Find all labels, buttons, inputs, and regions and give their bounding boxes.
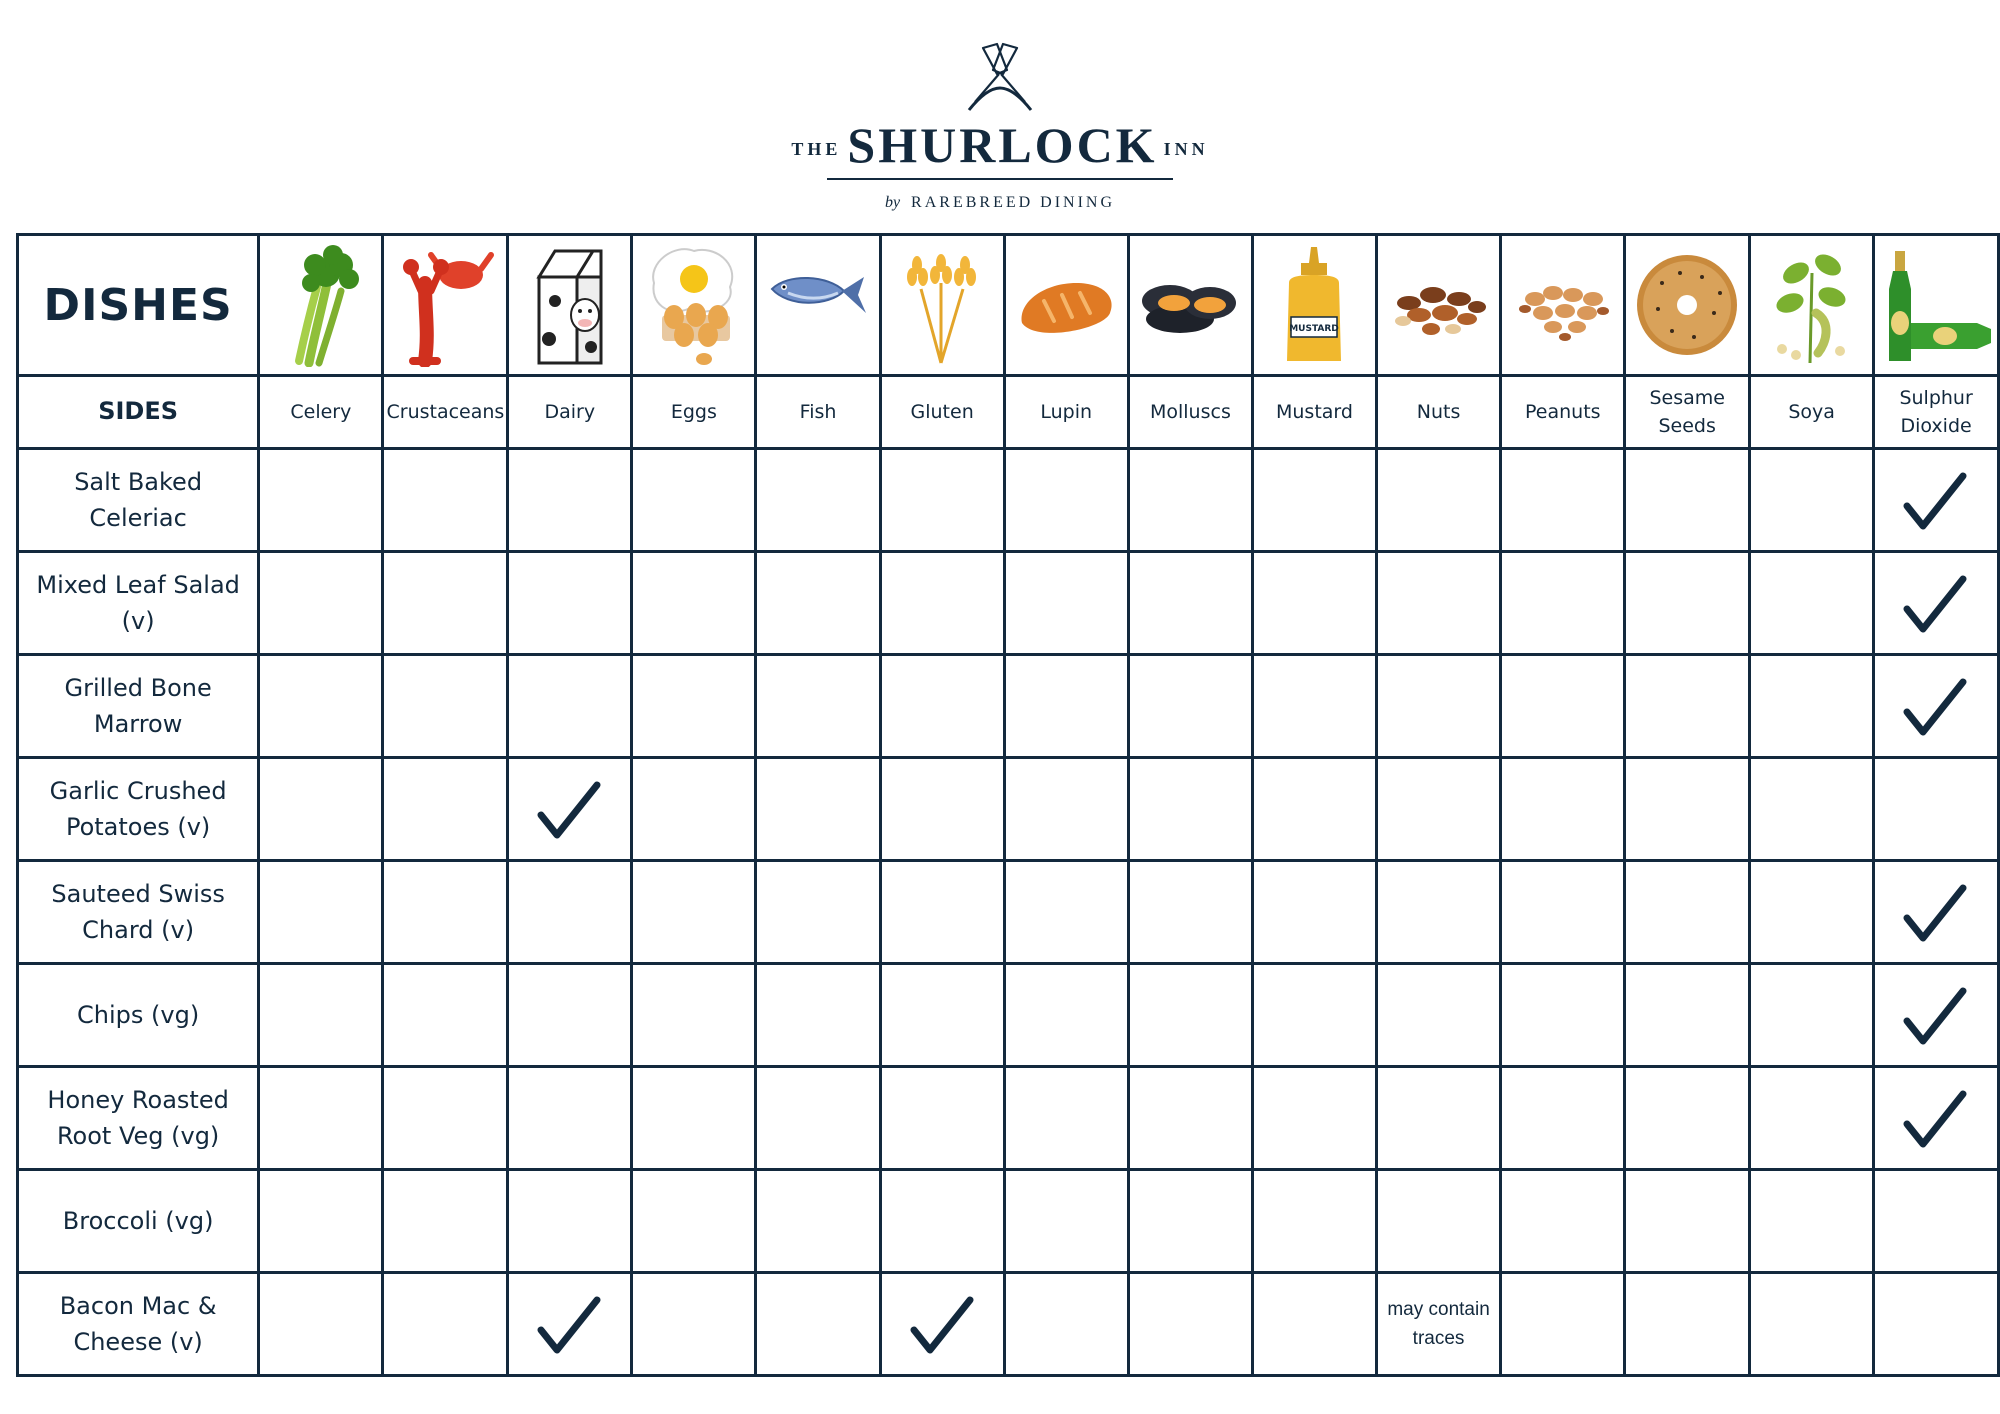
- allergen-cell: [1501, 1067, 1625, 1170]
- allergen-cell: [632, 449, 756, 552]
- allergen-icon-cell: [1749, 235, 1873, 376]
- allergen-cell: [880, 655, 1004, 758]
- allergen-label: Lupin: [1040, 401, 1093, 423]
- celery-icon: [260, 243, 381, 367]
- check-mark-icon: [1903, 985, 1967, 1049]
- allergen-cell: [880, 758, 1004, 861]
- allergen-cell: [632, 1273, 756, 1376]
- allergen-cell: [508, 655, 632, 758]
- allergen-label: Crustaceans: [386, 401, 505, 423]
- allergen-cell: [259, 758, 383, 861]
- allergen-icon-cell: [1625, 235, 1750, 376]
- allergen-label: Fish: [799, 401, 837, 423]
- dish-name: [19, 876, 257, 948]
- allergen-cell: [1749, 655, 1873, 758]
- allergen-cell: [1004, 758, 1128, 861]
- dish-row: [18, 1067, 1999, 1170]
- allergen-name-cell: [383, 376, 508, 449]
- allergen-cell: [1376, 964, 1500, 1067]
- dish-name-cell: [18, 964, 259, 1067]
- allergen-cell: [1376, 861, 1500, 964]
- check-mark-icon: [1903, 676, 1967, 740]
- dish-row: [18, 1170, 1999, 1273]
- dish-name-line: Broccoli (vg): [62, 1207, 214, 1235]
- allergen-icon-cell: [1874, 235, 1999, 376]
- allergen-cell: [508, 861, 632, 964]
- allergen-cell: [1625, 655, 1750, 758]
- allergen-cell: [1501, 964, 1625, 1067]
- allergen-cell: [259, 1273, 383, 1376]
- allergen-icon-cell: [508, 235, 632, 376]
- allergen-cell: [1128, 861, 1252, 964]
- allergen-cell: [632, 1067, 756, 1170]
- allergen-label: Nuts: [1416, 401, 1461, 423]
- allergen-icon-cell: [1501, 235, 1625, 376]
- allergen-label: Molluscs: [1149, 401, 1231, 423]
- allergen-cell: [1874, 552, 1999, 655]
- allergen-cell: [383, 861, 508, 964]
- allergen-cell: [756, 552, 880, 655]
- dish-name-line: Bacon Mac &: [59, 1292, 217, 1320]
- peanuts-icon: [1502, 243, 1623, 367]
- trace-note: [1378, 1295, 1499, 1353]
- allergen-icon-cell: [1128, 235, 1252, 376]
- logo: [0, 40, 2000, 212]
- allergen-cell: [383, 1067, 508, 1170]
- dish-name-cell: [18, 552, 259, 655]
- allergen-icon-cell: [383, 235, 508, 376]
- bread-icon: [1006, 243, 1127, 367]
- allergen-cell: [1376, 655, 1500, 758]
- allergen-cell: [1501, 449, 1625, 552]
- allergen-cell: [756, 1067, 880, 1170]
- allergen-name-cell: [259, 376, 383, 449]
- allergen-name-cell: [1874, 376, 1999, 449]
- wheat-icon: [882, 243, 1003, 367]
- dish-name: [19, 1203, 257, 1239]
- allergen-cell: [756, 655, 880, 758]
- allergen-cell: [1501, 1170, 1625, 1273]
- allergen-cell: [1749, 1170, 1873, 1273]
- dish-row: [18, 758, 1999, 861]
- allergen-cell: [1625, 552, 1750, 655]
- dish-name: [19, 670, 257, 742]
- allergen-icon-cell: [632, 235, 756, 376]
- trace-note-line: traces: [1412, 1328, 1465, 1349]
- allergen-icon-row: [18, 235, 1999, 376]
- allergen-cell: [1749, 552, 1873, 655]
- allergen-cell: [383, 758, 508, 861]
- allergen-cell: [1749, 758, 1873, 861]
- allergen-cell: [1501, 552, 1625, 655]
- allergen-cell: [632, 861, 756, 964]
- allergen-cell: [1625, 1273, 1750, 1376]
- allergen-cell: [1874, 1273, 1999, 1376]
- allergen-cell: [880, 861, 1004, 964]
- allergen-cell: [259, 655, 383, 758]
- dish-name-line: Chips (vg): [77, 1001, 200, 1029]
- dish-name: [19, 567, 257, 639]
- allergen-cell: [1376, 449, 1500, 552]
- allergen-cell: [632, 1170, 756, 1273]
- brand-title: SHURLOCK: [847, 117, 1158, 173]
- allergen-cell: [632, 758, 756, 861]
- allergen-cell: [1625, 1170, 1750, 1273]
- allergen-cell: [259, 1170, 383, 1273]
- allergen-cell: [1501, 1273, 1625, 1376]
- allergen-cell: [880, 964, 1004, 1067]
- allergen-cell: [1253, 449, 1377, 552]
- allergen-cell: [383, 449, 508, 552]
- allergen-cell: [880, 552, 1004, 655]
- allergen-name-cell: [1376, 376, 1500, 449]
- check-mark-icon: [537, 1294, 601, 1358]
- allergen-cell: [632, 552, 756, 655]
- allergen-cell: [259, 964, 383, 1067]
- allergen-cell: [1625, 758, 1750, 861]
- allergen-cell: [508, 552, 632, 655]
- dish-name-line: Marrow: [93, 710, 183, 738]
- allergen-cell: [1874, 449, 1999, 552]
- allergen-cell: [756, 1170, 880, 1273]
- dish-name: [19, 773, 257, 845]
- allergen-icon-cell: [1004, 235, 1128, 376]
- allergen-cell: [1128, 1067, 1252, 1170]
- allergen-cell: [383, 655, 508, 758]
- allergen-label-line: Sesame: [1649, 387, 1725, 409]
- brand-subtitle: [0, 194, 2000, 212]
- allergen-cell: [1376, 1170, 1500, 1273]
- dish-name-cell: [18, 1273, 259, 1376]
- allergen-cell: [1004, 964, 1128, 1067]
- allergen-name-cell: [1749, 376, 1873, 449]
- allergen-cell: [756, 964, 880, 1067]
- allergen-label-line: Dioxide: [1900, 415, 1972, 437]
- allergen-cell: [1004, 449, 1128, 552]
- allergen-cell: [1004, 861, 1128, 964]
- dish-row: [18, 449, 1999, 552]
- dish-name-cell: [18, 1067, 259, 1170]
- dish-name-line: (v): [121, 607, 155, 635]
- allergen-cell: [1749, 449, 1873, 552]
- allergen-cell: [1253, 655, 1377, 758]
- dish-name-line: Cheese (v): [73, 1328, 203, 1356]
- allergen-icon-cell: [259, 235, 383, 376]
- allergen-cell: [1376, 552, 1500, 655]
- dish-name-cell: [18, 655, 259, 758]
- allergen-cell: [508, 449, 632, 552]
- allergen-cell: [1749, 1273, 1873, 1376]
- dish-name-cell: [18, 758, 259, 861]
- dishes-heading: DISHES: [43, 279, 233, 331]
- dish-row: [18, 1273, 1999, 1376]
- allergen-cell: [1128, 758, 1252, 861]
- allergen-cell: [1874, 861, 1999, 964]
- allergen-name-cell: [756, 376, 880, 449]
- lobster-crab-icon: [384, 243, 506, 367]
- allergen-cell: [632, 655, 756, 758]
- allergen-name-cell: [1501, 376, 1625, 449]
- dish-name-line: Grilled Bone: [64, 674, 212, 702]
- brand-inn: INN: [1163, 139, 1209, 159]
- allergen-cell: [508, 964, 632, 1067]
- check-mark-icon: [910, 1294, 974, 1358]
- allergen-cell: [1253, 1273, 1377, 1376]
- dish-name: [19, 1082, 257, 1154]
- allergen-cell: [1874, 758, 1999, 861]
- mussel-icon: [1130, 243, 1251, 367]
- allergen-label: Gluten: [910, 401, 974, 423]
- allergen-cell: [1501, 861, 1625, 964]
- allergen-name-row: [18, 376, 1999, 449]
- dish-row: [18, 655, 1999, 758]
- dish-name-line: Chard (v): [82, 916, 195, 944]
- dish-name-line: Sauteed Swiss: [51, 880, 225, 908]
- allergen-cell: [383, 964, 508, 1067]
- bagel-icon: [1626, 243, 1748, 367]
- allergen-cell: [508, 1273, 632, 1376]
- check-mark-icon: [1903, 1088, 1967, 1152]
- allergen-icon-cell: [1376, 235, 1500, 376]
- sides-heading: SIDES: [98, 397, 179, 425]
- check-mark-icon: [1903, 882, 1967, 946]
- allergen-icon-cell: [756, 235, 880, 376]
- allergen-cell: [1004, 1067, 1128, 1170]
- allergen-cell: [1376, 1273, 1500, 1376]
- allergen-cell: [1501, 758, 1625, 861]
- allergen-cell: [383, 1273, 508, 1376]
- allergen-label: Peanuts: [1525, 401, 1601, 423]
- allergen-cell: [1004, 655, 1128, 758]
- beer-bottles-icon: [1875, 243, 1997, 367]
- allergen-cell: [1625, 449, 1750, 552]
- allergen-label-line: Seeds: [1658, 415, 1716, 437]
- allergen-label-line: Sulphur: [1899, 387, 1973, 409]
- allergen-cell: [259, 552, 383, 655]
- allergen-cell: [1253, 964, 1377, 1067]
- allergen-name-cell: [1004, 376, 1128, 449]
- brand-name: [0, 114, 2000, 173]
- allergen-cell: [1253, 861, 1377, 964]
- allergen-name-cell: [632, 376, 756, 449]
- dishes-header-cell: [18, 235, 259, 376]
- allergen-cell: [756, 1273, 880, 1376]
- allergen-cell: [1128, 552, 1252, 655]
- allergen-cell: [1874, 1170, 1999, 1273]
- dish-name-line: Honey Roasted: [47, 1086, 229, 1114]
- allergen-cell: [259, 861, 383, 964]
- egg-icon: [633, 243, 754, 367]
- allergen-cell: [880, 1273, 1004, 1376]
- check-mark-icon: [537, 779, 601, 843]
- dish-name-line: Salt Baked Celeriac: [74, 468, 203, 532]
- allergen-cell: [383, 552, 508, 655]
- allergen-cell: [1874, 964, 1999, 1067]
- fish-icon: [757, 243, 878, 367]
- dish-name-line: Mixed Leaf Salad: [36, 571, 240, 599]
- allergen-cell: [756, 758, 880, 861]
- allergen-label: Celery: [290, 401, 352, 423]
- allergen-cell: [880, 1067, 1004, 1170]
- dish-row: [18, 964, 1999, 1067]
- brand-by: by: [884, 194, 901, 211]
- allergen-cell: [1749, 861, 1873, 964]
- allergen-cell: [1128, 655, 1252, 758]
- brand-subtitle-text: RAREBREED DINING: [911, 194, 1116, 211]
- dish-row: [18, 861, 1999, 964]
- allergen-cell: [1625, 1067, 1750, 1170]
- dish-name: [19, 997, 257, 1033]
- allergen-cell: [1004, 1273, 1128, 1376]
- allergen-cell: [1376, 1067, 1500, 1170]
- allergen-cell: [508, 758, 632, 861]
- allergen-cell: [508, 1067, 632, 1170]
- allergen-label: Dairy: [544, 401, 596, 423]
- allergen-label: Mustard: [1276, 401, 1353, 423]
- allergen-cell: [1501, 655, 1625, 758]
- allergen-cell: [1253, 552, 1377, 655]
- allergen-cell: [1874, 1067, 1999, 1170]
- dish-name-cell: [18, 861, 259, 964]
- allergen-cell: [259, 449, 383, 552]
- dish-name: [19, 1288, 257, 1360]
- allergen-cell: [383, 1170, 508, 1273]
- allergen-cell: [508, 1170, 632, 1273]
- allergen-cell: [1004, 552, 1128, 655]
- allergen-icon-cell: [1253, 235, 1377, 376]
- allergen-name-cell: [1128, 376, 1252, 449]
- mustard-bottle-icon: [1254, 243, 1375, 367]
- allergen-cell: [1253, 1067, 1377, 1170]
- allergen-table: [16, 233, 2000, 1377]
- allergen-cell: [1874, 655, 1999, 758]
- allergen-name-cell: [508, 376, 632, 449]
- allergen-cell: [1128, 964, 1252, 1067]
- allergen-label: Soya: [1788, 401, 1835, 423]
- dish-name-line: Root Veg (vg): [56, 1122, 220, 1150]
- mustard-label-text: MUSTARD: [1289, 324, 1340, 334]
- allergen-cell: [1004, 1170, 1128, 1273]
- allergen-label: Eggs: [670, 401, 717, 423]
- dish-name-cell: [18, 1170, 259, 1273]
- crossed-cleavers-icon: [955, 40, 1045, 112]
- soy-plant-icon: [1751, 243, 1872, 367]
- allergen-cell: [756, 861, 880, 964]
- allergen-cell: [880, 1170, 1004, 1273]
- allergen-name-cell: [1253, 376, 1377, 449]
- brand-the: THE: [791, 139, 842, 159]
- dish-name-line: Garlic Crushed: [49, 777, 227, 805]
- dish-name-cell: [18, 449, 259, 552]
- milk-carton-icon: [509, 243, 630, 367]
- allergen-cell: [1253, 758, 1377, 861]
- allergen-cell: [880, 449, 1004, 552]
- allergen-cell: [1749, 1067, 1873, 1170]
- dish-name: [19, 464, 257, 536]
- check-mark-icon: [1903, 470, 1967, 534]
- allergen-cell: [1128, 449, 1252, 552]
- allergen-cell: [1625, 964, 1750, 1067]
- allergen-icon-cell: [880, 235, 1004, 376]
- trace-note-line: may contain: [1387, 1299, 1490, 1320]
- allergen-name-cell: [1625, 376, 1750, 449]
- allergen-cell: [1128, 1273, 1252, 1376]
- allergen-cell: [259, 1067, 383, 1170]
- allergen-cell: [1128, 1170, 1252, 1273]
- brand-divider: [827, 178, 1173, 180]
- nuts-icon: [1378, 243, 1499, 367]
- allergen-cell: [1253, 1170, 1377, 1273]
- dish-name-line: Potatoes (v): [65, 813, 211, 841]
- sides-header-cell: [18, 376, 259, 449]
- allergen-name-cell: [880, 376, 1004, 449]
- check-mark-icon: [1903, 573, 1967, 637]
- allergen-cell: [1749, 964, 1873, 1067]
- allergen-cell: [756, 449, 880, 552]
- allergen-cell: [632, 964, 756, 1067]
- allergen-cell: [1376, 758, 1500, 861]
- dish-row: [18, 552, 1999, 655]
- allergen-cell: [1625, 861, 1750, 964]
